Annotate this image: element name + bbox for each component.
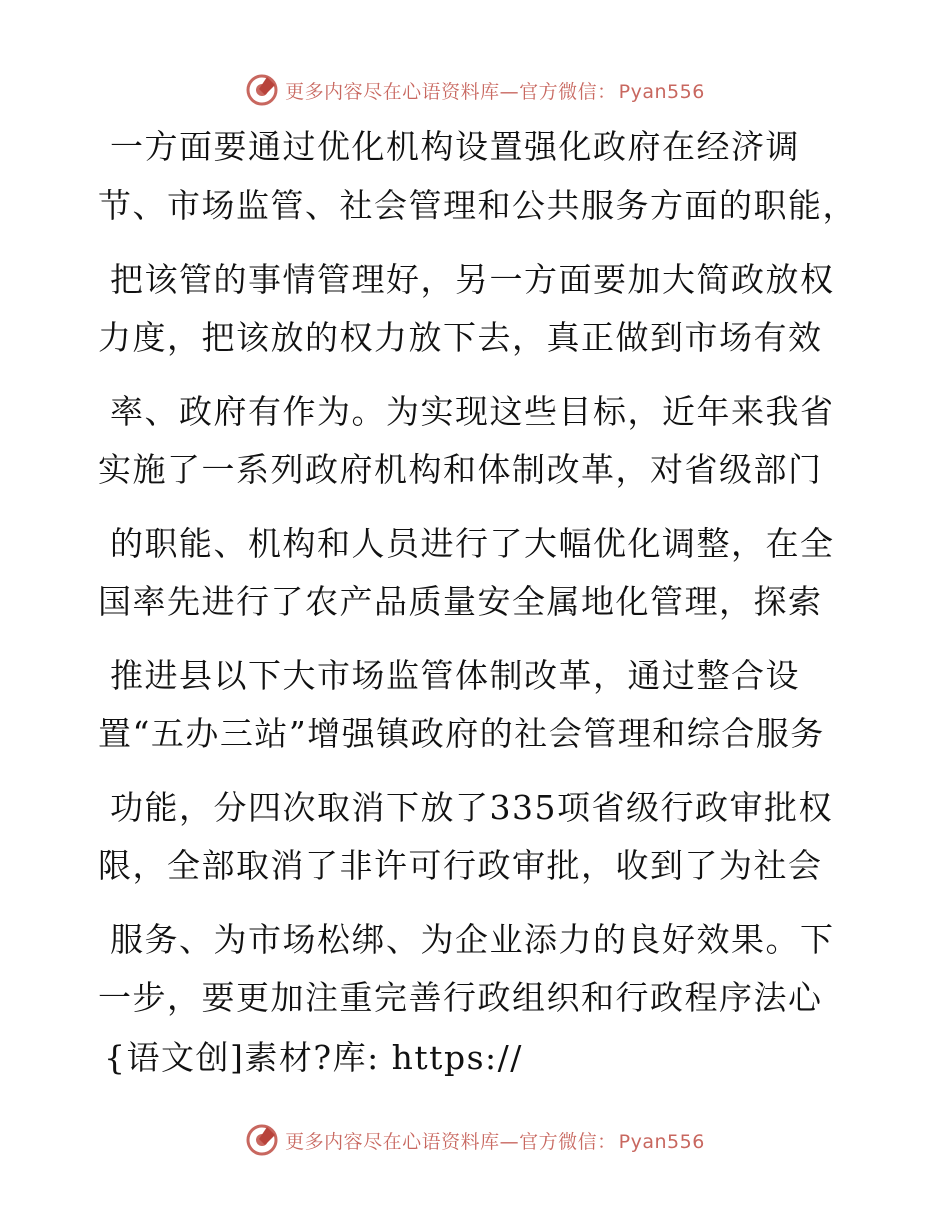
text-line: 一方面要通过优化机构设置强化政府在经济调: [110, 127, 800, 166]
footer-banner-text: 更多内容尽在心语资料库—官方微信： Pyan556: [285, 1130, 705, 1153]
text-line: 服务、为市场松绑、为企业添力的良好效果。下: [110, 920, 835, 959]
text-line: 置“五办三站”增强镇政府的社会管理和综合服务: [98, 714, 825, 753]
text-line: 的职能、机构和人员进行了大幅优化调整，在全: [110, 524, 835, 563]
footer-wechat-id: Pyan556: [618, 1130, 705, 1153]
text-line: 把该管的事情管理好，另一方面要加大简政放权: [110, 260, 835, 299]
text-line: 力度，把该放的权力放下去，真正做到市场有效: [98, 318, 823, 357]
text-line: 一步，要更加注重完善行政组织和行政程序法心: [98, 978, 823, 1017]
text-line: 功能，分四次取消下放了335项省级行政审批权: [110, 788, 833, 827]
text-line: {语文创]素材?库: https://: [104, 1038, 523, 1077]
text-line: 节、市场监管、社会管理和公共服务方面的职能，: [98, 186, 857, 225]
header-banner-text: 更多内容尽在心语资料库—官方微信： Pyan556: [285, 80, 705, 103]
header-wechat-id: Pyan556: [618, 80, 705, 103]
text-line: 国率先进行了农产品质量安全属地化管理，探索: [98, 582, 823, 621]
footer-banner: [0, 1120, 950, 1160]
brush-logo-icon: [245, 1123, 279, 1157]
text-line: 限，全部取消了非许可行政审批，收到了为社会: [98, 846, 823, 885]
text-line: 率、政府有作为。为实现这些目标，近年来我省: [110, 392, 835, 431]
text-line: 推进县以下大市场监管体制改革，通过整合设: [110, 656, 800, 695]
text-line: 实施了一系列政府机构和体制改革，对省级部门: [98, 450, 823, 489]
